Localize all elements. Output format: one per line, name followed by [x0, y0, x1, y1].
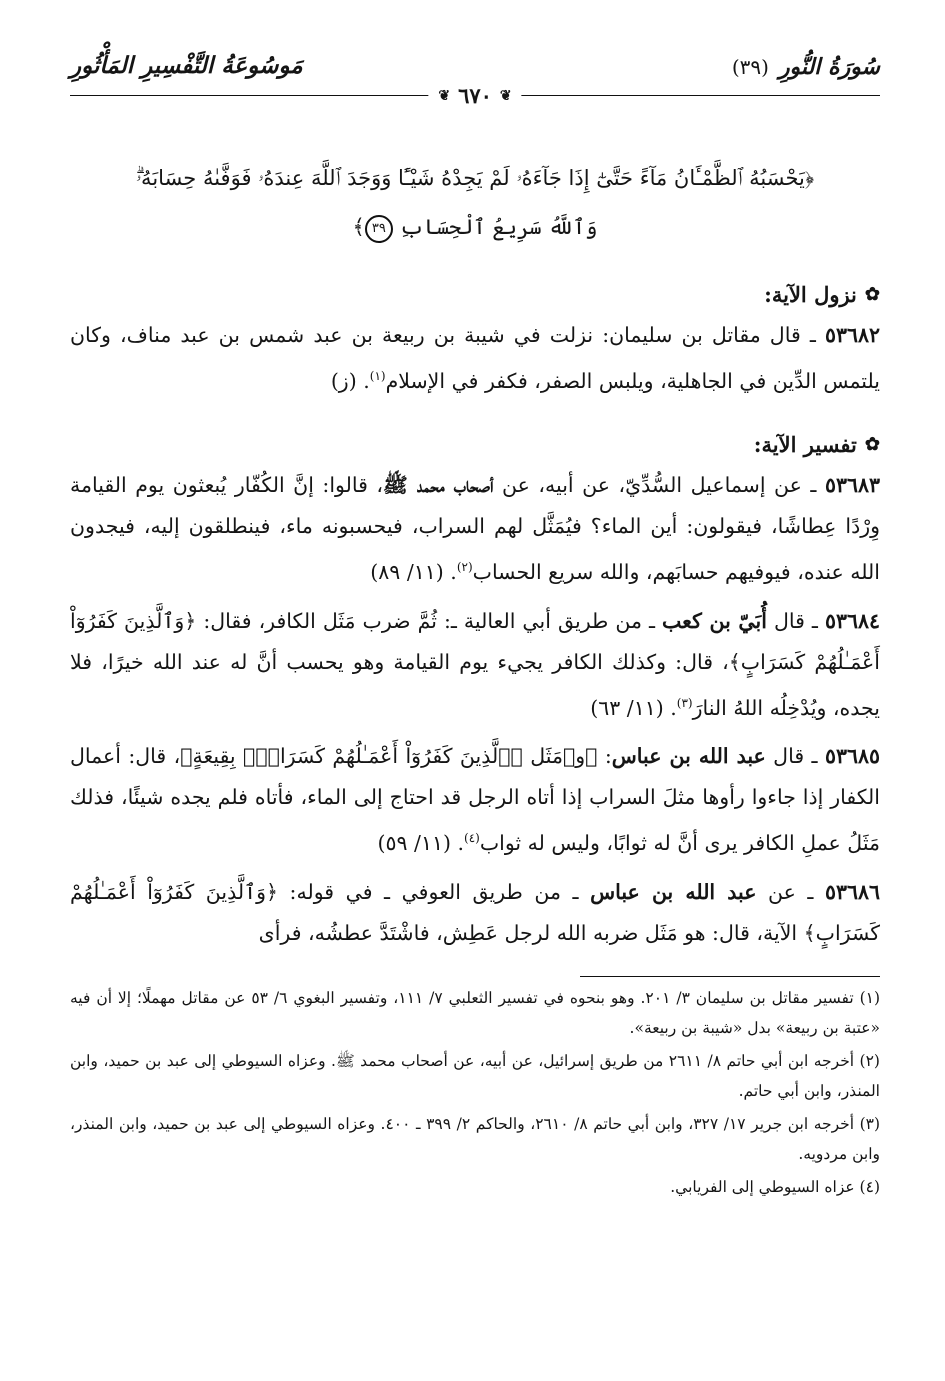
footnote: (٣) أخرجه ابن جرير ١٧/ ٣٢٧، وابن أبي حاتم ٨/ ٢٦١٠، والحاكم ٢/ ٣٩٩ ـ ٤٠٠. وعزاه السيوطي إلى عبد بن حميد، وابن المنذر، وابن مردويه.: [70, 1115, 881, 1164]
section-heading-revelation: ✿ نزول الآية:: [764, 282, 880, 307]
footnote: (٢) أخرجه ابن أبي حاتم ٨/ ٢٦١١ من طريق إسرائيل، عن أبيه، عن أصحاب محمد ﷺ. وعزاه السيوطي إلى عبد بن حميد، وابن المنذر، وابن أبي حاتم.: [70, 1052, 880, 1101]
section-heading-tafsir: ✿ تفسير الآية:: [753, 431, 880, 457]
footnote-ref: (٣): [676, 695, 693, 710]
narration-paragraph: ٥٣٦٨٢ ـ قال مقاتل بن سليمان: نزلت في شيبة بن ربيعة بن عبد شمس بن عبد مناف، وكان يلتمس الدِّين في الجاهلية، ويلبس الصفر، فكفر في الإسلام$^{(١)}$. (ز): [70, 323, 880, 393]
narration-paragraph: ٥٣٦٨٥ ـ قال عبد الله بن عباس: ﴿و﴾مَثَل ﴿ٱلَّذِينَ كَفَرُوٓاْ أَعْمَـٰلُهُمْ كَسَرَابِۭ بِقِيعَةٍ﴾، قال: أعمال الكفار إذا جاءوا رأوها مثلَ السراب إذا أتاه الرجل قد احتاج إلى الماء، فأتاه فلم يجده شيئًا، فذلك مَثَلُ عملِ الكافر يرى أنَّ له ثوابًا، وليس له ثواب$^{(٤)}$. (١١/ ٥٩): [70, 744, 880, 856]
footnote: (٤) عزاه السيوطي إلى الفريابي.: [670, 1178, 880, 1197]
footnote-ref: (٢): [456, 559, 473, 574]
page: [70, 48, 880, 1202]
page-number-box: [428, 83, 521, 108]
ornament-icon: ❦: [499, 87, 512, 104]
page-number: ٦٧٠: [458, 83, 492, 108]
verse-line-2: وَٱللَّهُ سَرِيعُ ٱلْحِسَابِ ٣٩﴾: [70, 203, 880, 252]
book-title: مَوسُوعَةُ التَّفْسِيرِ المَأْثُورِ: [70, 52, 303, 79]
footnote-separator: [580, 976, 880, 977]
footnote-ref: (٤): [464, 831, 480, 846]
narration-paragraph: ٥٣٦٨٦ ـ عن عبد الله بن عباس ـ من طريق العوفي ـ في قوله: ﴿وَٱلَّذِينَ كَفَرُوٓاْ أَعْمَـٰلُهُمْ كَسَرَابٍ﴾ الآية، قال: هو مَثَل ضربه الله لرجل عَطِش، فاشْتَدَّ عطشُه، فرأى: [70, 880, 880, 946]
footnote: (١) تفسير مقاتل بن سليمان ٣/ ٢٠١. وهو بنحوه في تفسير الثعلبي ٧/ ١١١، وتفسير البغوي ٦/ ٥٣ عن مقاتل مهملًا؛ إلا أن فيه «عتبة بن ربيعة» بدل «شيبة بن ربيعة».: [70, 989, 881, 1038]
surah-title: [732, 54, 880, 80]
surah-number: (٣٩): [731, 55, 769, 79]
ornament-icon: ❦: [438, 87, 451, 104]
ayah-number-icon: ٣٩: [365, 215, 393, 243]
narration-paragraph: ٥٣٦٨٤ ـ قال أُبَيّ بن كعب ـ من طريق أبي العالية ـ: ثُمَّ ضرب مَثَل الكافر، فقال: ﴿وَٱلَّذِينَ كَفَرُوٓاْ أَعْمَـٰلُهُمْ كَسَرَابٍ﴾، قال: وكذلك الكافر يجيء يوم القيامة وهو يحسب أنَّ له عند الله خيرًا، فلا يجده، ويُدْخِلُه اللهُ النارَ$^{(٣)}$. (١١/ ٦٣): [70, 608, 881, 720]
footnote-ref: (١): [369, 369, 386, 383]
running-header: [70, 48, 880, 108]
flower-ornament-icon: ✿: [864, 284, 880, 305]
flower-ornament-icon: ✿: [864, 433, 880, 455]
quran-verse: [70, 154, 880, 252]
surah-name: سُورَةُ النُّورِ: [778, 54, 880, 80]
narration-paragraph: ٥٣٦٨٣ ـ عن إسماعيل السُّدِّيّ، عن أبيه، عن أصحاب محمد ﷺ، قالوا: إنَّ الكُفّار يُبعثون يوم القيامة وِرْدًا عِطاشًا، فيقولون: أين الماء؟ فيُمَثَّل لهم السراب، فيحسبونه ماء، فينطلقون إليه، فيجدون الله عنده، فيوفيهم حسابَهم، والله سريع الحساب$^{(٢)}$. (١١/ ٨٩): [70, 472, 880, 584]
verse-line-1: ﴿يَحْسَبُهُ ٱلظَّمْـَٔانُ مَآءً حَتَّىٰٓ إِذَا جَآءَهُۥ لَمْ يَجِدْهُ شَيْـًٔا وَوَجَدَ ٱللَّهَ عِندَهُۥ فَوَفَّىٰهُ حِسَابَهُۥۗ: [135, 166, 815, 190]
